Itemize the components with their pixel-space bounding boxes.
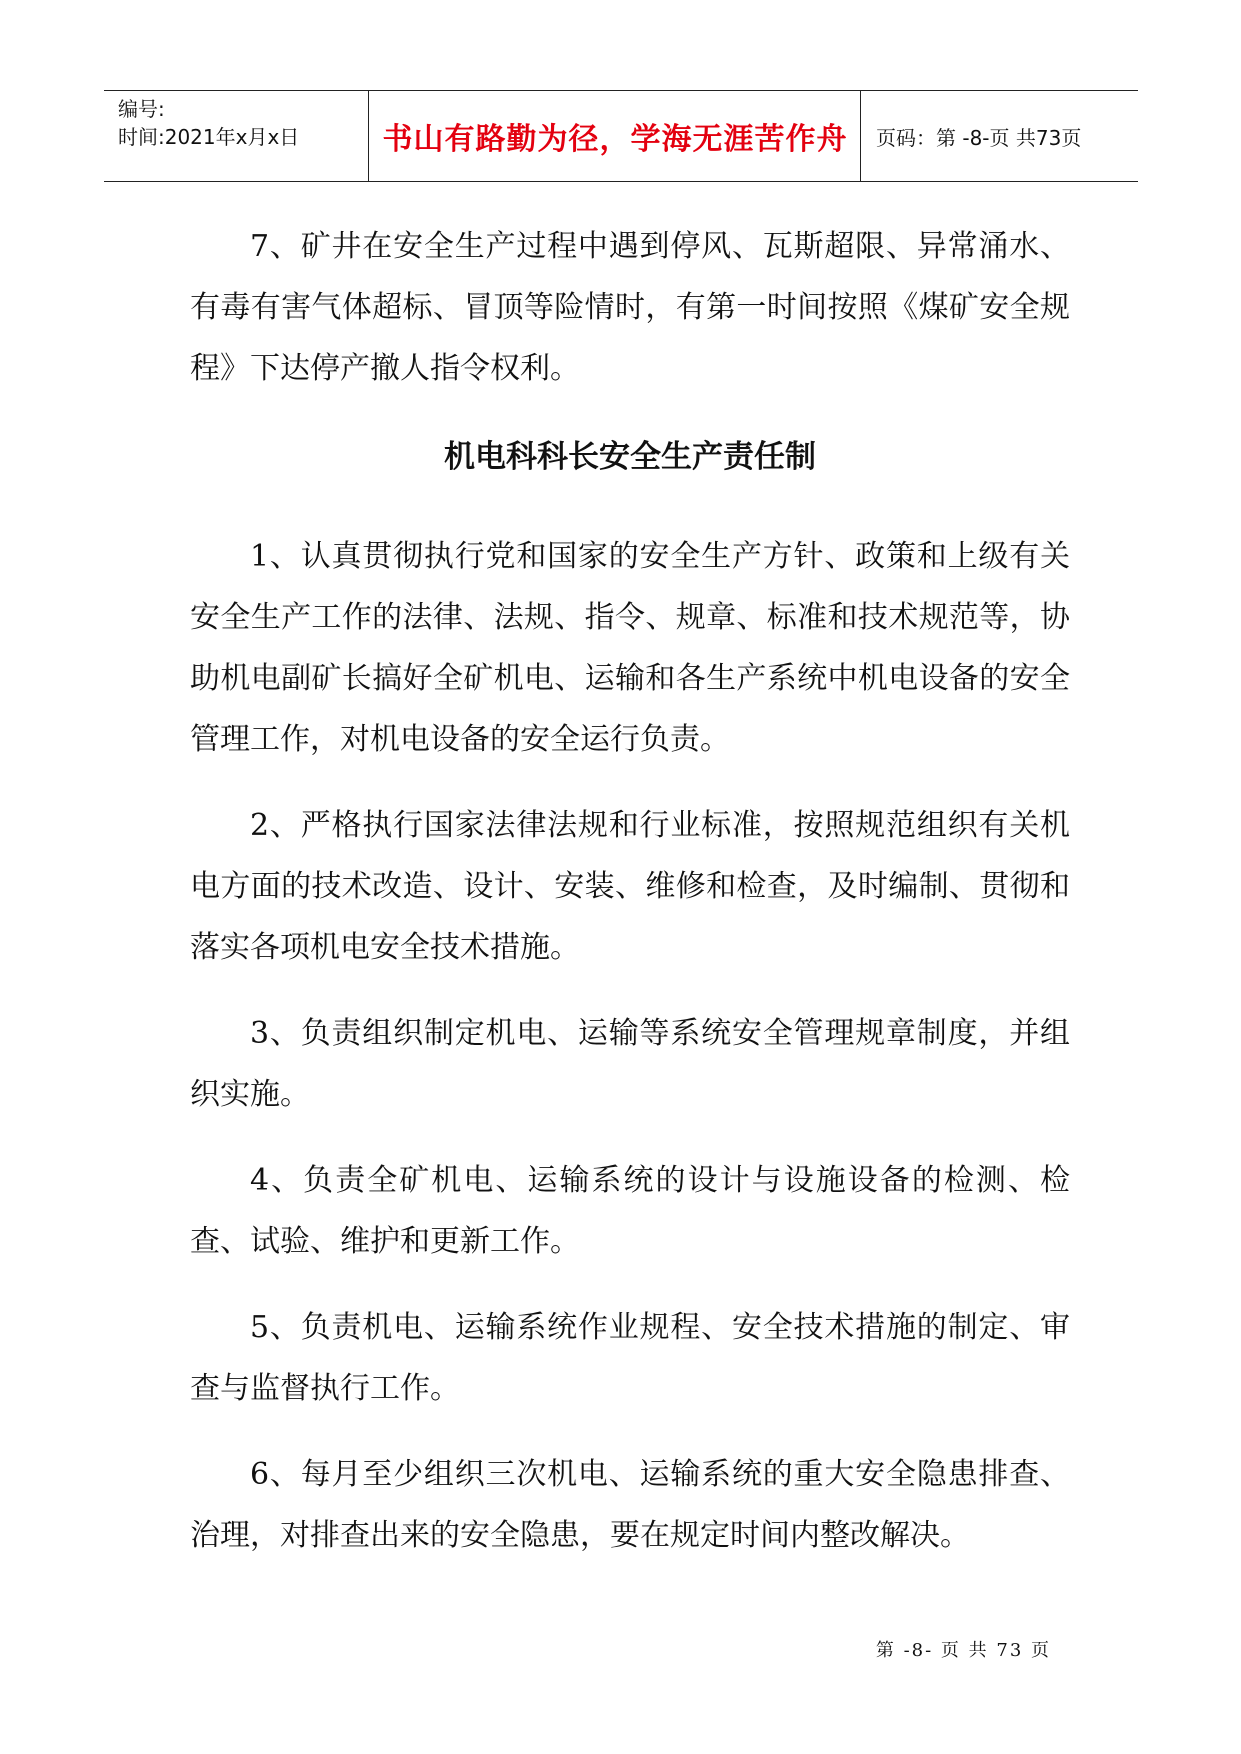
section-paragraph: 2、严格执行国家法律法规和行业标准，按照规范组织有关机电方面的技术改造、设计、安装、维修和检查，及时编制、贯彻和落实各项机电安全技术措施。	[190, 808, 1070, 965]
section-paragraph: 4、负责全矿机电、运输系统的设计与设施设备的检测、检查、试验、维护和更新工作。	[190, 1163, 1070, 1259]
header-meta	[118, 95, 299, 151]
header-divider	[860, 91, 861, 181]
header-motto: 书山有路勤为径，学海无涯苦作舟	[382, 122, 848, 157]
page-header	[104, 90, 1138, 182]
document-body	[190, 216, 1070, 1591]
section-paragraph: 1、认真贯彻执行党和国家的安全生产方针、政策和上级有关安全生产工作的法律、法规、指令、规章、标准和技术规范等，协助机电副矿长搞好全矿机电、运输和各生产系统中机电设备的安全管理工作，对机电设备的安全运行负责。	[190, 539, 1070, 757]
header-page-code: 页码：第 -8-页 共73页	[876, 125, 1082, 150]
section-paragraph: 6、每月至少组织三次机电、运输系统的重大安全隐患排查、治理，对排查出来的安全隐患，要在规定时间内整改解决。	[190, 1457, 1070, 1553]
time-label: 时间:2021年x月x日	[118, 125, 300, 149]
section-paragraph: 5、负责机电、运输系统作业规程、安全技术措施的制定、审查与监督执行工作。	[190, 1310, 1070, 1406]
section-title: 机电科科长安全生产责任制	[444, 439, 816, 475]
section-paragraph: 3、负责组织制定机电、运输等系统安全管理规章制度，并组织实施。	[190, 1016, 1070, 1112]
header-divider	[368, 91, 369, 181]
page-footer: 第 -8- 页 共 73 页	[875, 1640, 1051, 1661]
serial-number-label: 编号:	[118, 97, 165, 121]
intro-paragraph: 7、矿井在安全生产过程中遇到停风、瓦斯超限、异常涌水、有毒有害气体超标、冒顶等险情时，有第一时间按照《煤矿安全规程》下达停产撤人指令权利。	[190, 229, 1070, 386]
